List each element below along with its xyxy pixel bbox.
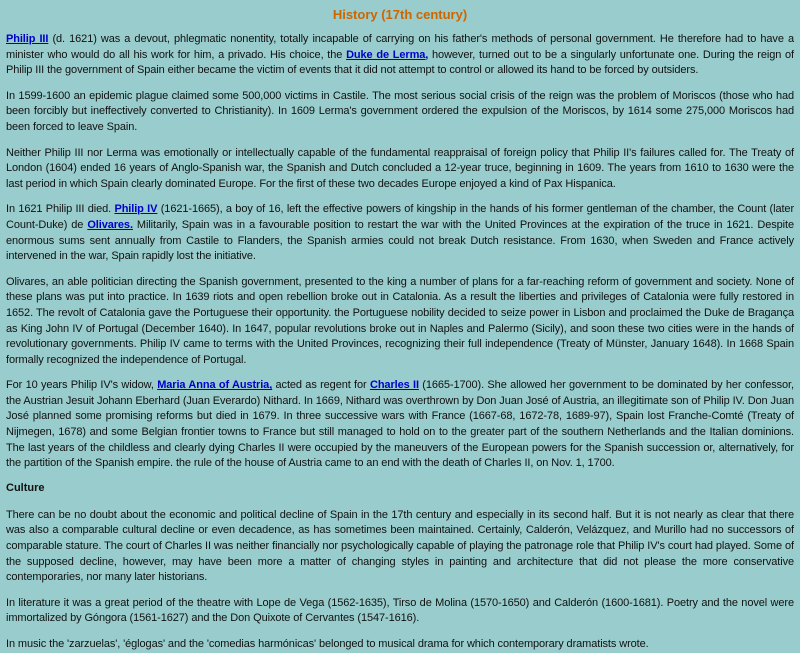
text: (1665-1700). She allowed her government to be dominated by her confessor, the Austrian Jesuit Johann Eberhard (Juan Everardo) Nithard. In 1669, Nithard was overthrown by Don Juan José of Austria, an illegitimate son of Philip IV. Don Juan José planned some promising reforms but died in 1679. In three successive wars with France (1667-68, 1672-78, 1689-97), Spain lost Franche-Comté (Treaty of Nijmegen, 1678) and some Belgian frontier towns to France but still managed to hold on to the greater part of the southern Netherlands and the Italian dominions. The last years of the childless and clearly dying Charles II were occupied by the maneuvers of the European powers for the Spanish succession or, alternatively, for the partition of the Spanish empire. the rule of the house of Austria came to an end with the death of Charles II, on Nov. 1, 1700. — [6, 379, 794, 470]
link-charles-ii[interactable]: Charles II — [369, 379, 419, 392]
text: acted as regent for — [272, 379, 370, 392]
paragraph-charles-ii — [6, 378, 794, 472]
text: Militarily, Spain was in a favourable position to restart the war with the United Provinces at the expiration of the truce in 1621. Despite enormous sums sent annually from Castile to Flanders, the Spanish armies could not break Dutch resistance. From 1630, when Sweden and France actively intervened in the war, Spain rapidly lost the initiative. — [6, 218, 794, 263]
culture-heading: Culture — [6, 481, 45, 494]
paragraph-olivares: Olivares, an able politician directing the Spanish government, presented to the king a number of plans for a far-reaching reform of government and society. None of these plans was put into practice. In 1639 riots and open rebellion broke out in Catalonia. As a result the liberties and privileges of Catalonia were fully restored in 1652. The revolt of Catalonia gave the Portuguese their opportunity. the Portuguese nobility decided to seize power in Lisbon and proclaimed the Duke de Bragança as King John IV of Portugal (December 1640). In 1647, popular revolutions broke out in Naples and Palermo (Sicily), and soon these two cities were in the hands of revolutionary governments. Philip IV came to terms with the United Provinces, recognizing their full independence (Treaty of Münster, January 1648). In 1668 Spain formally recognized the independence of Portugal. — [6, 275, 794, 366]
link-maria-anna-of-austria[interactable]: Maria Anna of Austria, — [157, 379, 273, 392]
link-olivares[interactable]: Olivares. — [87, 218, 133, 231]
paragraph-foreign-policy: Neither Philip III nor Lerma was emotionally or intellectually capable of the fundamental reappraisal of foreign policy that Philip II's failures called for. The Treaty of London (1604) ended 16 years of Anglo-Spanish war, the Spanish and Dutch concluded a 12-year truce, beginning in 1609. The years from 1610 to 1630 were the last period in which Spain clearly dominated Europe. For the first of these two decades Europe enjoyed a kind of Pax Hispanica. — [6, 146, 794, 190]
text: In 1621 Philip III died. — [6, 203, 115, 216]
paragraph-philip-iv — [6, 202, 794, 264]
paragraph-cultural-decline: There can be no doubt about the economic and political decline of Spain in the 17th century and especially in its second half. But it is not nearly as clear that there was also a comparable cultural decline or even decadence, as has sometimes been maintained. Certainly, Calderón, Velázquez, and Murillo had no successors of comparable stature. The court of Charles II was neither financially nor psychologically capable of playing the patronage role that Philip IV's court had played. Some of the supposed decline, however, may have been more a matter of changing styles in painting and architecture that did not please the more conservative contemporaries, nor many later historians. — [6, 508, 794, 584]
paragraph-plague: In 1599-1600 an epidemic plague claimed some 500,000 victims in Castile. The most serious social crisis of the reign was the problem of Moriscos (those who had been forcibly but ineffectively converted to Christianity). In 1609 Lerma's government ordered the expulsion of the Moriscos, by 1614 some 275,000 Moriscos had been forced to leave Spain. — [6, 89, 794, 133]
paragraph-music: In music the 'zarzuelas', 'églogas' and the 'comedias harmónicas' belonged to musical drama for which contemporary dramatists wrote. — [6, 638, 649, 650]
page-title: History (17th century) — [332, 7, 468, 22]
text: (d. 1621) was a devout, phlegmatic nonentity, totally incapable of carrying on his father's methods of personal government. He therefore had to have a minister who would do all his work for him, a privado. His choice, the — [6, 33, 794, 61]
paragraph-literature: In literature it was a great period of the theatre with Lope de Vega (1562-1635), Tirso de Molina (1570-1650) and Calderón (1600-1681). Poetry and the novel were immortalized by Góngora (1561-1627) and the Don Quixote of Cervantes (1547-1616). — [6, 596, 794, 625]
text: For 10 years Philip IV's widow, — [6, 379, 158, 392]
link-philip-iii[interactable]: Philip III — [6, 33, 49, 45]
text: (1621-1665), a boy of 16, left the effective powers of kingship in the hands of his former gentleman of the chamber, the Count (later Count-Duke) de — [6, 203, 795, 231]
link-philip-iv[interactable]: Philip IV — [114, 203, 158, 216]
link-duke-de-lerma[interactable]: Duke de Lerma, — [346, 48, 429, 61]
paragraph-philip-iii — [6, 32, 794, 79]
text: however, turned out to be a singularly unfortunate one. During the reign of Philip III the government of Spain either became the victim of events that it did not attempt to control or allowed its hand to be forced by outsiders. — [6, 48, 794, 77]
